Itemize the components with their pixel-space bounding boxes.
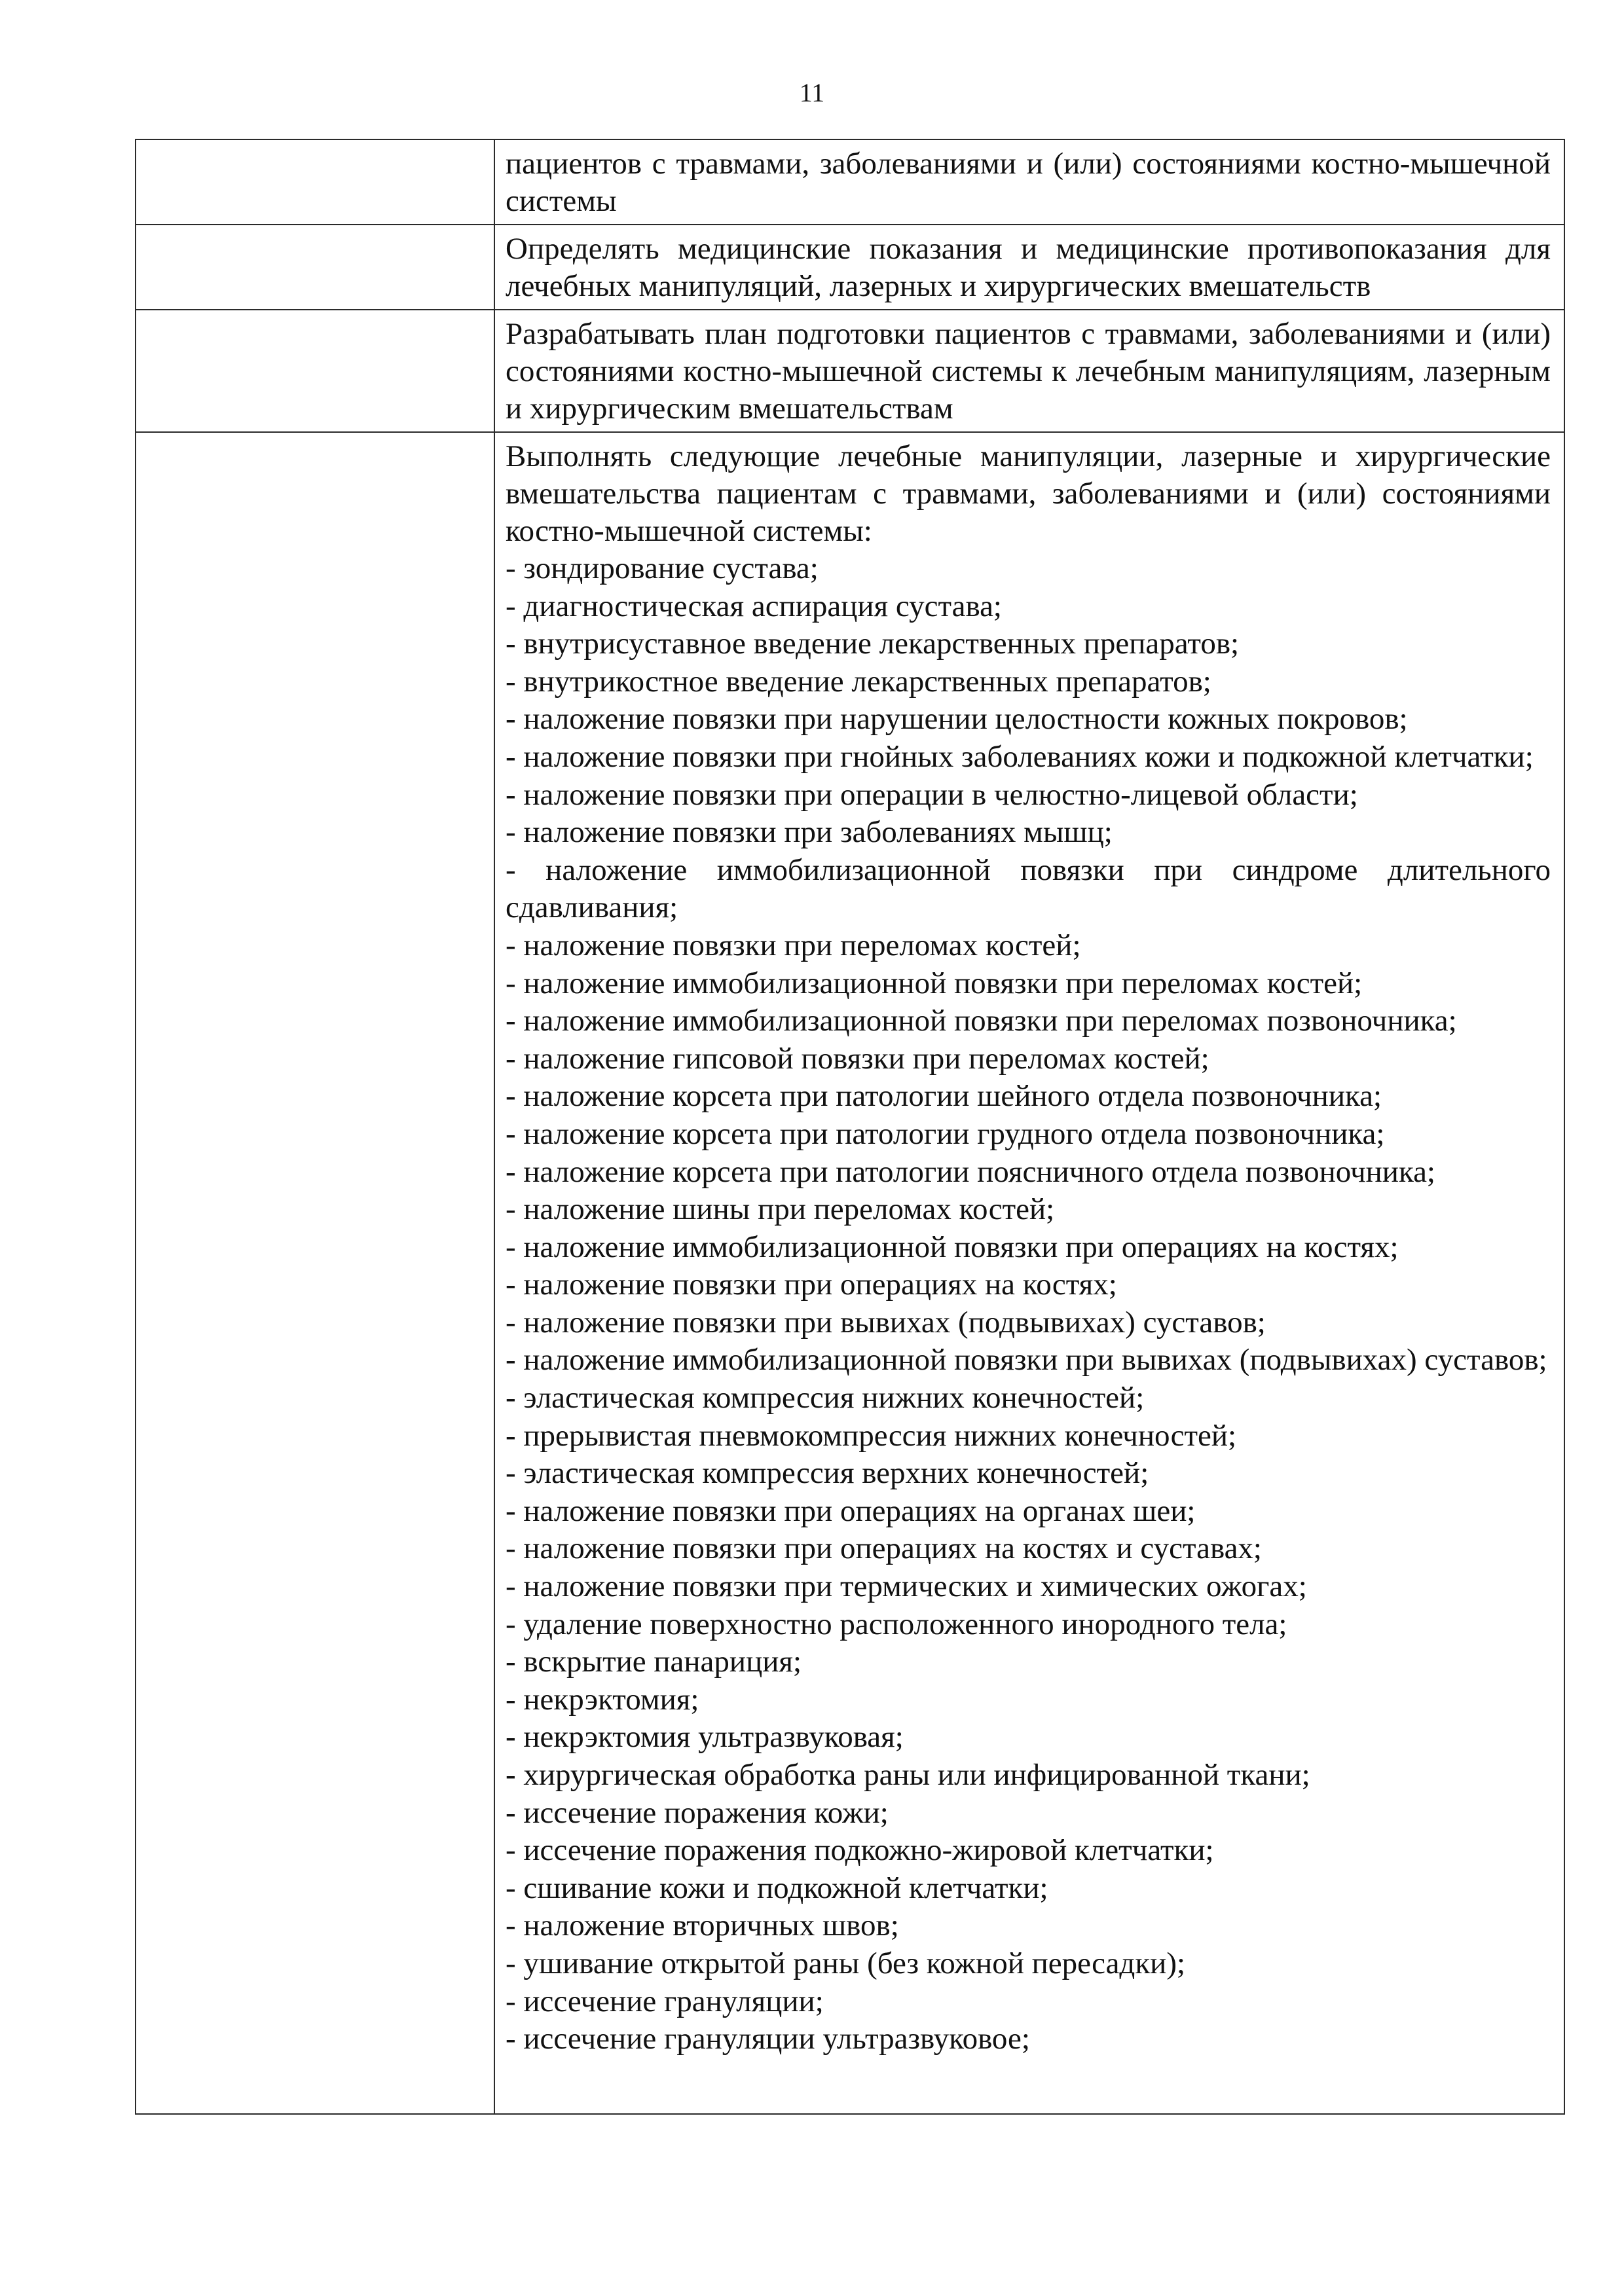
right-cell (494, 139, 1564, 225)
procedure-item: - удаление поверхностно расположенного инородного тела; (506, 1607, 1287, 1641)
procedure-list (506, 550, 1551, 2058)
procedure-item: - наложение повязки при переломах костей; (506, 928, 1081, 962)
procedure-item: - наложение повязки при операциях на органах шеи; (506, 1493, 1196, 1528)
procedure-item: - ушивание открытой раны (без кожной пересадки); (506, 1946, 1186, 1980)
right-cell (494, 310, 1564, 432)
left-cell (136, 225, 494, 310)
procedure-item: - наложение корсета при патологии шейного отдела позвоночника; (506, 1079, 1382, 1114)
left-cell (136, 139, 494, 225)
row-text: Разрабатывать план подготовки пациентов с травмами, заболеваниями и (или) состояниями костно-мышечной системы к лечебным манипуляциям, лазерным и хирургическим вмешательствам (506, 317, 1551, 426)
left-cell (136, 310, 494, 432)
procedure-item: - наложение повязки при операциях на костях и суставах; (506, 1531, 1262, 1566)
left-cell (136, 432, 494, 2114)
procedure-item: - наложение иммобилизационной повязки при переломах позвоночника; (506, 1004, 1457, 1038)
procedure-item: - внутрикостное введение лекарственных препаратов; (506, 664, 1211, 699)
procedure-item: - наложение иммобилизационной повязки при вывихах (подвывихах) суставов; (506, 1343, 1547, 1377)
row-text: пациентов с травмами, заболеваниями и (или) состояниями костно-мышечной системы (506, 147, 1551, 218)
procedure-item: - наложение корсета при патологии поясничного отдела позвоночника; (506, 1154, 1435, 1189)
table-row (136, 432, 1564, 2114)
right-cell (494, 432, 1564, 2114)
procedure-item: - эластическая компрессия верхних конечностей; (506, 1456, 1149, 1491)
procedure-item: - иссечение поражения кожи; (506, 1795, 889, 1830)
procedure-item: - наложение повязки при нарушении целостности кожных покровов; (506, 702, 1408, 737)
procedure-item: - сшивание кожи и подкожной клетчатки; (506, 1870, 1048, 1905)
procedure-item: - наложение корсета при патологии грудного отдела позвоночника; (506, 1116, 1385, 1151)
procedure-item: - наложение повязки при термических и химических ожогах; (506, 1569, 1307, 1604)
procedure-item: - иссечение грануляции; (506, 1984, 824, 2018)
table-row (136, 310, 1564, 432)
procedures-intro: Выполнять следующие лечебные манипуляции, лазерные и хирургические вмешательства пациентам с травмами, заболеваниями и (или) состояниями костно-мышечной системы: (506, 439, 1551, 548)
procedure-item: - иссечение грануляции ультразвуковое; (506, 2022, 1030, 2056)
procedure-item: - некрэктомия; (506, 1682, 699, 1717)
procedure-item: - внутрисуставное введение лекарственных препаратов; (506, 627, 1240, 661)
right-cell (494, 225, 1564, 310)
procedures-block (495, 433, 1564, 2062)
procedure-item: - некрэктомия ультразвуковая; (506, 1720, 904, 1755)
procedure-item: - эластическая компрессия нижних конечностей; (506, 1381, 1145, 1415)
procedure-item: - вскрытие панариция; (506, 1645, 802, 1679)
procedure-item: - наложение иммобилизационной повязки при синдроме длительного сдавливания; (506, 852, 1551, 925)
procedure-item: - диагностическая аспирация сустава; (506, 589, 1002, 623)
procedure-item: - наложение иммобилизационной повязки при переломах костей; (506, 966, 1363, 1000)
procedure-item: - наложение вторичных швов; (506, 1908, 899, 1943)
procedure-item: - наложение повязки при операции в челюстно-лицевой области; (506, 777, 1358, 812)
page-number: 11 (799, 78, 825, 107)
table-row (136, 139, 1564, 225)
procedure-item: - наложение иммобилизационной повязки при операциях на костях; (506, 1230, 1399, 1264)
procedure-item: - наложение шины при переломах костей; (506, 1192, 1055, 1227)
requirements-table (135, 139, 1565, 2115)
row-text: Определять медицинские показания и медицинские противопоказания для лечебных манипуляций, лазерных и хирургических вмешательств (506, 232, 1551, 303)
procedure-item: - наложение повязки при операциях на костях; (506, 1267, 1117, 1302)
procedure-item: - наложение повязки при заболеваниях мышц; (506, 815, 1113, 850)
procedure-item: - зондирование сустава; (506, 551, 819, 585)
procedure-item: - наложение повязки при гнойных заболеваниях кожи и подкожной клетчатки; (506, 739, 1534, 774)
table-row (136, 225, 1564, 310)
procedure-item: - наложение гипсовой повязки при переломах костей; (506, 1041, 1209, 1076)
procedure-item: - хирургическая обработка раны или инфицированной ткани; (506, 1758, 1310, 1792)
procedure-item: - наложение повязки при вывихах (подвывихах) суставов; (506, 1305, 1266, 1339)
procedure-item: - иссечение поражения подкожно-жировой клетчатки; (506, 1833, 1214, 1868)
procedure-item: - прерывистая пневмокомпрессия нижних конечностей; (506, 1418, 1237, 1453)
